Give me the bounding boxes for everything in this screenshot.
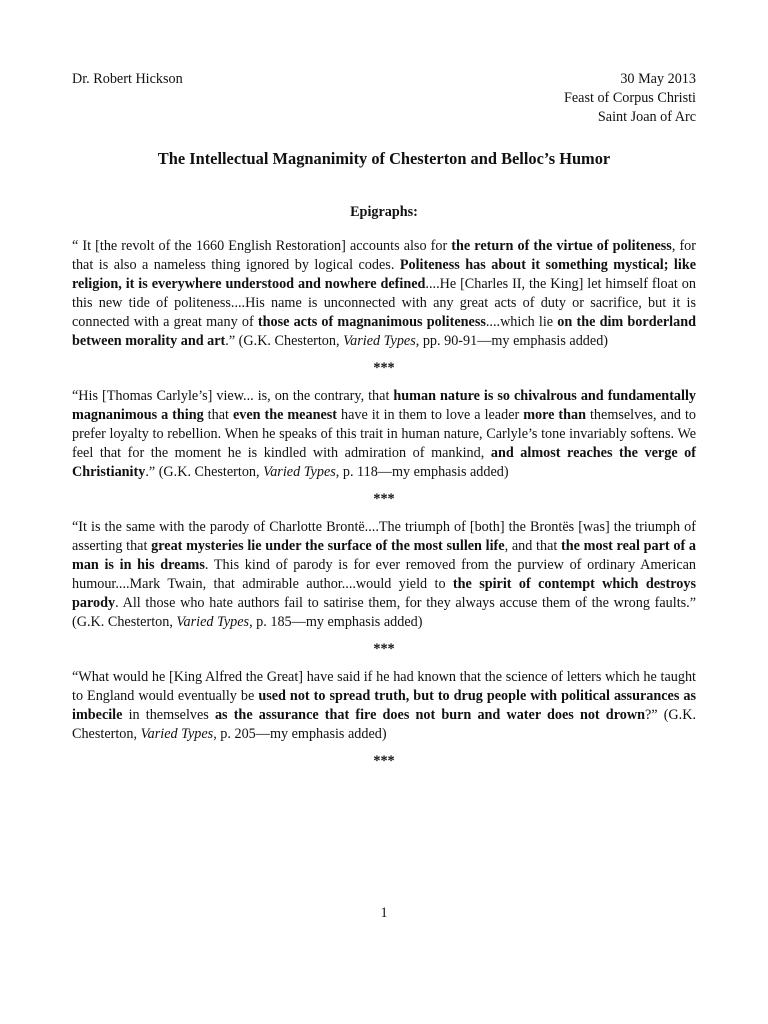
quote-text: . This kind of parody is for ever removed from the purview of ordinary American humour....Mark Twain, that admirable author....would yield to bbox=[72, 557, 697, 592]
quote-text: in themselves bbox=[122, 707, 215, 723]
emphasis-text: great mysteries lie under the surface of the most sullen life bbox=[151, 538, 505, 554]
epigraph-4 bbox=[72, 668, 696, 744]
section-separator: *** bbox=[373, 641, 395, 657]
quote-text: ....He [Charles II, the King] let himself float on this new tide of politeness....His name is unconnected with any great acts of duty or sacrifice, but it is connected with a great many of bbox=[72, 276, 696, 330]
quote-text: .” (G.K. Chesterton, bbox=[145, 464, 264, 480]
date: 30 May 2013 bbox=[620, 71, 696, 87]
epigraphs-heading: Epigraphs: bbox=[350, 204, 418, 220]
emphasis-text: and almost reaches the verge of Christianity bbox=[72, 445, 696, 480]
feast-day: Feast of Corpus Christi bbox=[563, 90, 696, 106]
quote-text: . All those who hate authors fail to satirise them, for they always accuse them of the wrong faults.” (G.K. Chesterton, bbox=[72, 595, 696, 630]
emphasis-text: those acts of magnanimous politeness bbox=[257, 314, 486, 330]
emphasis-text: on the dim borderland between morality and art bbox=[72, 314, 696, 349]
section-separator: *** bbox=[373, 360, 395, 376]
quote-text: , for that is also a nameless thing ignored by logical codes. bbox=[72, 238, 696, 273]
book-title: Varied Types bbox=[176, 614, 250, 630]
quote-text: themselves, and to prefer loyalty to rebellion. When he speaks of this trait in human nature, Carlyle’s tone invariably softens. We feel that for the moment he is kindled with admiration of mankind, bbox=[72, 407, 697, 461]
quote-text: , and that bbox=[504, 538, 562, 554]
quote-text: .” (G.K. Chesterton, bbox=[225, 333, 344, 349]
quote-text: “What would he [King Alfred the Great] have said if he had known that the science of letters which he taught to England would eventually be bbox=[72, 669, 696, 704]
book-title: Varied Types bbox=[140, 726, 214, 742]
quote-text: , pp. 90-91—my emphasis added) bbox=[415, 333, 609, 349]
epigraphs-section bbox=[72, 237, 696, 770]
quote-text: “His [Thomas Carlyle’s] view... is, on the contrary, that bbox=[72, 388, 394, 404]
emphasis-text: human nature is so chivalrous and fundamentally magnanimous a thing bbox=[72, 388, 696, 423]
quote-text: that bbox=[203, 407, 233, 423]
page-number: 1 bbox=[380, 905, 388, 921]
author-name: Dr. Robert Hickson bbox=[72, 71, 183, 87]
quote-text: , p. 185—my emphasis added) bbox=[249, 614, 423, 630]
section-separator: *** bbox=[373, 491, 395, 507]
saint-day: Saint Joan of Arc bbox=[597, 109, 696, 125]
letter-header bbox=[72, 70, 696, 127]
document-title: The Intellectual Magnanimity of Chesterton and Belloc’s Humor bbox=[157, 149, 611, 168]
book-title: Varied Types bbox=[343, 333, 416, 349]
quote-text: “It is the same with the parody of Charlotte Brontë....The triumph of [both] the Brontës [was] the triumph of asserting that bbox=[72, 519, 696, 554]
emphasis-text: even the meanest bbox=[232, 407, 338, 423]
emphasis-text: the most real part of a man is in his dreams bbox=[72, 538, 696, 573]
book-title: Varied Types bbox=[263, 464, 336, 480]
quote-text: , p. 118—my emphasis added) bbox=[335, 464, 509, 480]
quote-text: have it in them to love a leader bbox=[337, 407, 524, 423]
emphasis-text: used not to spread truth, but to drug people with political assurances as imbecile bbox=[72, 688, 696, 723]
quote-text: ?” (G.K. Chesterton, bbox=[72, 707, 697, 742]
quote-text: ....which lie bbox=[485, 314, 558, 330]
date-block bbox=[564, 70, 696, 127]
section-separator: *** bbox=[373, 753, 395, 769]
quote-text: “ It [the revolt of the 1660 English Restoration] accounts also for bbox=[72, 238, 452, 254]
epigraph-3 bbox=[72, 518, 696, 632]
emphasis-text: as the assurance that fire does not burn and water does not drown bbox=[214, 707, 645, 723]
epigraph-1 bbox=[72, 237, 696, 351]
emphasis-text: the spirit of contempt which destroys parody bbox=[72, 576, 696, 611]
quote-text: , p. 205—my emphasis added) bbox=[213, 726, 387, 742]
epigraph-2 bbox=[72, 387, 696, 482]
emphasis-text: the return of the virtue of politeness bbox=[451, 238, 672, 254]
emphasis-text: Politeness has about it something mystical; like religion, it is everywhere understood and nowhere defined bbox=[72, 257, 697, 292]
emphasis-text: more than bbox=[523, 407, 587, 423]
